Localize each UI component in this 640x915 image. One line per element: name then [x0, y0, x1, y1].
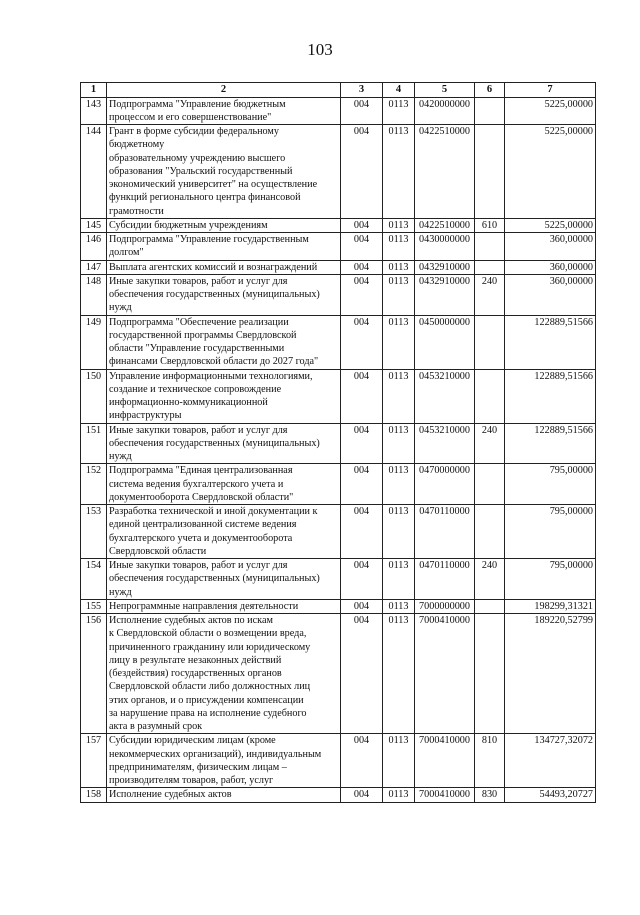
- row-name: Грант в форме субсидии федеральному бюджетному образовательному учреждению высшего образования "Уральский государственный экономический университет" на осуществление функций регионального центра финансовой грамотности: [107, 125, 341, 219]
- row-target-code: 0470000000: [415, 464, 475, 505]
- row-admin-code: 004: [341, 599, 383, 613]
- row-name: Исполнение судебных актов: [107, 788, 341, 802]
- table-row: [81, 233, 596, 261]
- row-admin-code: 004: [341, 233, 383, 261]
- table-row: [81, 505, 596, 559]
- row-expense-type: 810: [475, 734, 505, 788]
- header-col-6: 6: [475, 83, 505, 98]
- row-admin-code: 004: [341, 218, 383, 232]
- row-section-code: 0113: [383, 423, 415, 464]
- table-row: [81, 218, 596, 232]
- table-row: [81, 260, 596, 274]
- row-section-code: 0113: [383, 614, 415, 734]
- row-target-code: 0432910000: [415, 260, 475, 274]
- row-amount: 360,00000: [505, 233, 596, 261]
- header-col-4: 4: [383, 83, 415, 98]
- row-amount: 122889,51566: [505, 315, 596, 369]
- header-col-1: 1: [81, 83, 107, 98]
- header-row: [81, 83, 596, 98]
- row-section-code: 0113: [383, 788, 415, 802]
- row-number: 152: [81, 464, 107, 505]
- row-target-code: 0422510000: [415, 125, 475, 219]
- row-section-code: 0113: [383, 274, 415, 315]
- row-target-code: 0453210000: [415, 423, 475, 464]
- table-row: [81, 559, 596, 600]
- row-section-code: 0113: [383, 464, 415, 505]
- row-admin-code: 004: [341, 464, 383, 505]
- row-target-code: 0420000000: [415, 97, 475, 125]
- row-name: Подпрограмма "Обеспечение реализации государственной программы Свердловской области "Управление государственными финансами Свердловской области до 2027 года": [107, 315, 341, 369]
- row-admin-code: 004: [341, 260, 383, 274]
- row-number: 154: [81, 559, 107, 600]
- row-number: 156: [81, 614, 107, 734]
- row-target-code: 7000410000: [415, 788, 475, 802]
- row-expense-type: [475, 505, 505, 559]
- row-name: Разработка технической и иной документации к единой централизованной системе ведения бухгалтерского учета и документооборота Свердловской области: [107, 505, 341, 559]
- row-name: Иные закупки товаров, работ и услуг для обеспечения государственных (муниципальных) нужд: [107, 423, 341, 464]
- row-number: 147: [81, 260, 107, 274]
- row-amount: 122889,51566: [505, 423, 596, 464]
- row-section-code: 0113: [383, 97, 415, 125]
- table-row: [81, 315, 596, 369]
- table-row: [81, 125, 596, 219]
- row-name: Иные закупки товаров, работ и услуг для обеспечения государственных (муниципальных) нужд: [107, 559, 341, 600]
- row-expense-type: [475, 315, 505, 369]
- row-name: Исполнение судебных актов по искам к Свердловской области о возмещении вреда, причиненного гражданину или юридическому лицу в результате незаконных действий (бездействия) государственных органов Свердловской области либо должностных лиц этих органов, и о присуждении компенсации за нарушение права на исполнение судебного акта в разумный срок: [107, 614, 341, 734]
- table-row: [81, 464, 596, 505]
- row-amount: 54493,20727: [505, 788, 596, 802]
- table-row: [81, 599, 596, 613]
- row-admin-code: 004: [341, 274, 383, 315]
- row-name: Подпрограмма "Управление бюджетным процессом и его совершенствование": [107, 97, 341, 125]
- row-expense-type: 240: [475, 274, 505, 315]
- row-amount: 198299,31321: [505, 599, 596, 613]
- row-amount: 5225,00000: [505, 218, 596, 232]
- row-expense-type: [475, 97, 505, 125]
- row-amount: 5225,00000: [505, 125, 596, 219]
- row-number: 144: [81, 125, 107, 219]
- row-admin-code: 004: [341, 614, 383, 734]
- row-number: 151: [81, 423, 107, 464]
- row-target-code: 7000000000: [415, 599, 475, 613]
- table-body: [81, 97, 596, 802]
- row-name: Подпрограмма "Единая централизованная система ведения бухгалтерского учета и документооборота Свердловской области": [107, 464, 341, 505]
- table-row: [81, 614, 596, 734]
- row-number: 145: [81, 218, 107, 232]
- row-admin-code: 004: [341, 734, 383, 788]
- row-number: 155: [81, 599, 107, 613]
- row-target-code: 0432910000: [415, 274, 475, 315]
- row-expense-type: [475, 464, 505, 505]
- row-expense-type: 830: [475, 788, 505, 802]
- row-amount: 360,00000: [505, 274, 596, 315]
- header-col-7: 7: [505, 83, 596, 98]
- budget-table: [80, 82, 596, 803]
- row-name: Иные закупки товаров, работ и услуг для обеспечения государственных (муниципальных) нужд: [107, 274, 341, 315]
- row-name: Непрограммные направления деятельности: [107, 599, 341, 613]
- row-amount: 795,00000: [505, 464, 596, 505]
- table-row: [81, 97, 596, 125]
- row-amount: 189220,52799: [505, 614, 596, 734]
- table-row: [81, 788, 596, 802]
- row-section-code: 0113: [383, 260, 415, 274]
- row-target-code: 0422510000: [415, 218, 475, 232]
- row-target-code: 0453210000: [415, 369, 475, 423]
- row-expense-type: [475, 260, 505, 274]
- row-target-code: 0450000000: [415, 315, 475, 369]
- row-expense-type: [475, 125, 505, 219]
- table-row: [81, 274, 596, 315]
- row-amount: 360,00000: [505, 260, 596, 274]
- row-admin-code: 004: [341, 125, 383, 219]
- header-col-2: 2: [107, 83, 341, 98]
- row-number: 146: [81, 233, 107, 261]
- row-target-code: 0430000000: [415, 233, 475, 261]
- header-col-5: 5: [415, 83, 475, 98]
- row-expense-type: [475, 369, 505, 423]
- row-amount: 795,00000: [505, 559, 596, 600]
- row-name: Субсидии бюджетным учреждениям: [107, 218, 341, 232]
- row-admin-code: 004: [341, 315, 383, 369]
- page-number: 103: [307, 40, 333, 59]
- row-admin-code: 004: [341, 423, 383, 464]
- row-number: 158: [81, 788, 107, 802]
- row-section-code: 0113: [383, 505, 415, 559]
- row-number: 143: [81, 97, 107, 125]
- row-admin-code: 004: [341, 559, 383, 600]
- row-name: Подпрограмма "Управление государственным долгом": [107, 233, 341, 261]
- row-amount: 795,00000: [505, 505, 596, 559]
- row-amount: 122889,51566: [505, 369, 596, 423]
- row-target-code: 0470110000: [415, 505, 475, 559]
- row-number: 150: [81, 369, 107, 423]
- row-expense-type: [475, 599, 505, 613]
- row-admin-code: 004: [341, 97, 383, 125]
- table-row: [81, 369, 596, 423]
- row-expense-type: 240: [475, 423, 505, 464]
- row-section-code: 0113: [383, 559, 415, 600]
- row-expense-type: [475, 233, 505, 261]
- row-number: 153: [81, 505, 107, 559]
- row-section-code: 0113: [383, 218, 415, 232]
- row-expense-type: 240: [475, 559, 505, 600]
- row-admin-code: 004: [341, 369, 383, 423]
- row-section-code: 0113: [383, 125, 415, 219]
- row-admin-code: 004: [341, 788, 383, 802]
- row-number: 157: [81, 734, 107, 788]
- row-expense-type: 610: [475, 218, 505, 232]
- row-target-code: 7000410000: [415, 734, 475, 788]
- row-number: 149: [81, 315, 107, 369]
- row-expense-type: [475, 614, 505, 734]
- row-target-code: 0470110000: [415, 559, 475, 600]
- table-header: [81, 83, 596, 98]
- table-row: [81, 423, 596, 464]
- row-name: Субсидии юридическим лицам (кроме некоммерческих организаций), индивидуальным предпринимателям, физическим лицам – производителям товаров, работ, услуг: [107, 734, 341, 788]
- header-col-3: 3: [341, 83, 383, 98]
- row-amount: 134727,32072: [505, 734, 596, 788]
- row-section-code: 0113: [383, 233, 415, 261]
- row-section-code: 0113: [383, 599, 415, 613]
- row-section-code: 0113: [383, 315, 415, 369]
- row-name: Выплата агентских комиссий и вознаграждений: [107, 260, 341, 274]
- row-admin-code: 004: [341, 505, 383, 559]
- row-amount: 5225,00000: [505, 97, 596, 125]
- row-target-code: 7000410000: [415, 614, 475, 734]
- table-row: [81, 734, 596, 788]
- row-number: 148: [81, 274, 107, 315]
- row-name: Управление информационными технологиями, создание и техническое сопровождение информационно-коммуникационной инфраструктуры: [107, 369, 341, 423]
- row-section-code: 0113: [383, 369, 415, 423]
- row-section-code: 0113: [383, 734, 415, 788]
